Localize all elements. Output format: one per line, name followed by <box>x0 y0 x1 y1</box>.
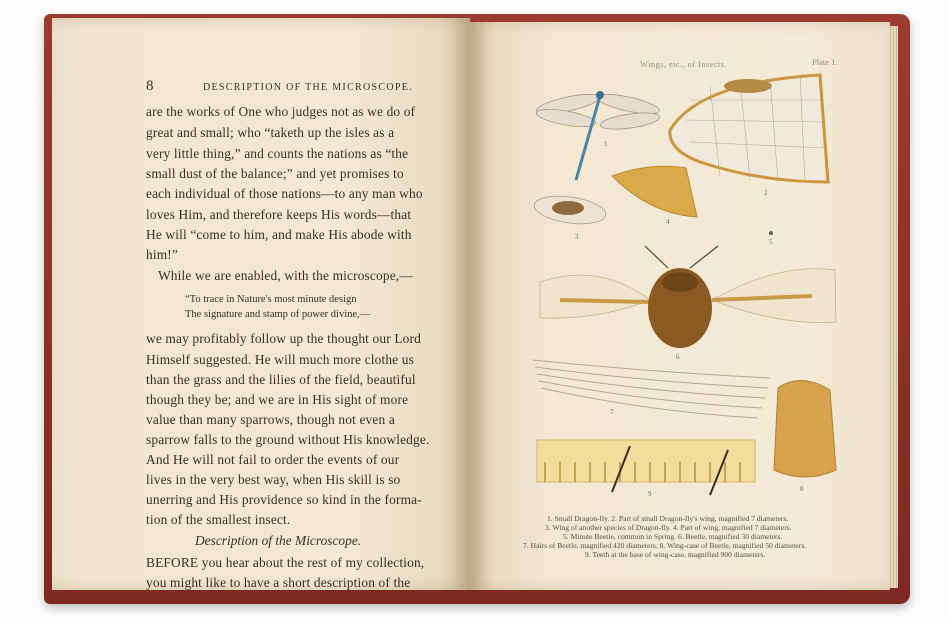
text-line: value than many sparrows, though not even a <box>146 412 395 427</box>
text-line: tion of the smallest insect. <box>146 512 291 527</box>
section-heading: Description of the Microscope. <box>195 533 362 548</box>
text-line: loves Him, and therefore keeps His words—that <box>146 207 412 222</box>
text-line: though they be; and we are in His sight of more <box>146 392 409 407</box>
teeth-figure <box>537 440 755 495</box>
text-line: lives in the very best way, when His skill is so <box>146 472 401 487</box>
text-line: While we are enabled, with the microscope,— <box>158 268 413 283</box>
figure-number: 3 <box>575 233 579 241</box>
text-line: we may profitably follow up the thought our Lord <box>146 331 421 346</box>
text-line: him!” <box>146 247 178 262</box>
quote-line: “To trace in Nature's most minute design <box>185 294 357 305</box>
text-line: He will “come to him, and make His abode with <box>146 227 412 242</box>
amber-wing-figure <box>612 166 697 217</box>
figure-number: 9 <box>648 490 652 498</box>
figure-number: 7 <box>610 408 614 416</box>
small-wing-figure <box>533 192 608 228</box>
text-line: sparrow falls to the ground without His knowledge. <box>146 432 430 447</box>
caption-line: 1. Small Dragon-fly. 2. Part of small Dragon-fly's wing, magnified 7 diameters. <box>547 514 789 523</box>
text-line: small dust of the balance;” and yet promises to <box>146 166 404 181</box>
figure-number: 4 <box>666 218 670 226</box>
text-line: than the grass and the lilies of the field, beautiful <box>146 372 416 387</box>
text-line: BEFORE you hear about the rest of my collection, <box>146 555 425 570</box>
dragonfly-figure <box>535 90 661 180</box>
quote-line: The signature and stamp of power divine,— <box>185 309 371 320</box>
caption-line: 9. Teeth at the base of wing-case, magnified 900 diameters. <box>585 550 766 559</box>
wing-detail-figure <box>670 75 828 182</box>
running-head: DESCRIPTION OF THE MICROSCOPE. <box>203 82 413 93</box>
figure-number: 2 <box>764 189 768 197</box>
minute-beetle-figure <box>769 231 773 235</box>
figure-number: 8 <box>800 485 804 493</box>
caption-line: 7. Hairs of Beetle, magnified 420 diameters. 8. Wing-case of Beetle, magnified 50 diameters. <box>523 541 807 550</box>
text-line: great and small; who “taketh up the isles as a <box>146 125 395 140</box>
plate-number: Plate 1. <box>812 57 838 67</box>
page-number: 8 <box>146 78 154 94</box>
text-line: very little thing,” and counts the nations as “the <box>146 146 409 161</box>
plate-heading: Wings, etc., of Insects. <box>640 59 727 69</box>
text-line: Himself suggested. He will much more clothe us <box>146 352 414 367</box>
text-line: are the works of One who judges not as we do of <box>146 104 416 119</box>
figure-number: 5 <box>769 238 773 246</box>
figure-number: 1 <box>604 140 608 148</box>
text-line: you might like to have a short description of the <box>146 575 411 590</box>
hairs-figure <box>533 360 770 418</box>
figure-number: 6 <box>676 353 680 361</box>
beetle-figure <box>540 246 836 348</box>
text-line: And He will not fail to order the events of our <box>146 452 400 467</box>
caption-line: 5. Minute Beetle, common in Spring. 6. Beetle, magnified 30 diameters. <box>563 532 783 541</box>
caption-line: 3. Wing of another species of Dragon-fly. 4. Part of wing, magnified 7 diameters. <box>545 523 792 532</box>
wing-case-figure <box>774 380 836 477</box>
text-line: unerring and His providence so kind in the forma- <box>146 492 422 507</box>
text-line: each individual of those nations—to any man who <box>146 186 423 201</box>
